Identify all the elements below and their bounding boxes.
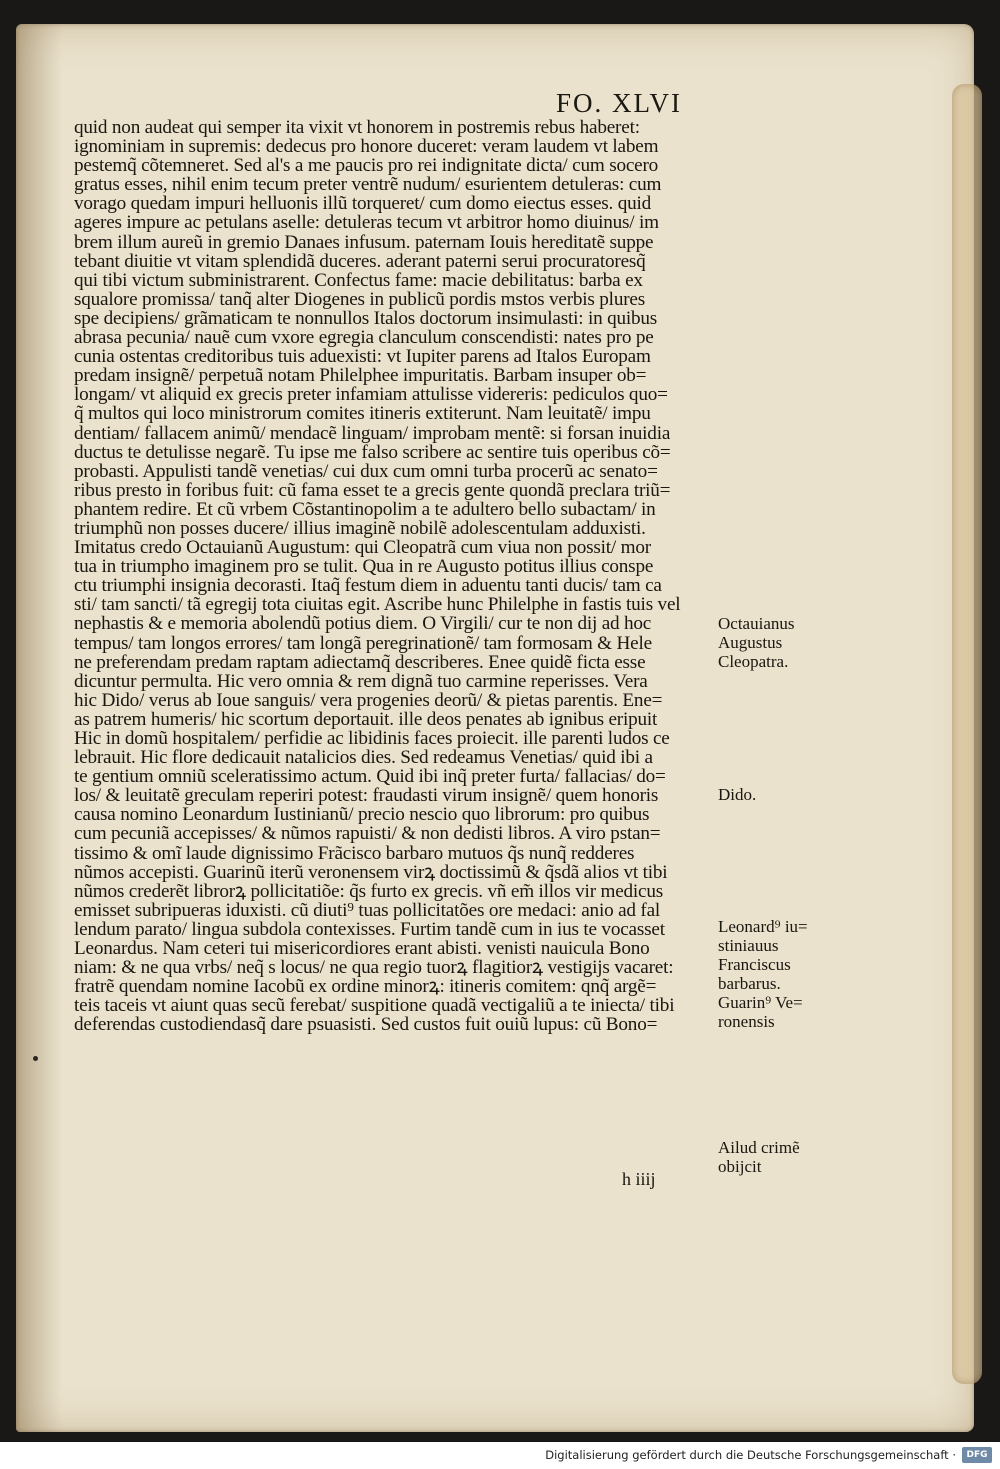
margin-note-line: Ailud crimẽ <box>718 1138 800 1157</box>
text-line: fratrẽ quendam nomine Iacobũ ex ordine minorꝝ: itineris comitem: qnq̃ argẽ= <box>74 977 657 997</box>
text-line: as patrem humeris/ hic scortum deportauit. ille deos penates ab ignibus eripuit <box>74 709 658 729</box>
text-line: Leonardus. Nam ceteri tui misericordiores erant abisti. venisti nauicula Bono <box>74 939 650 959</box>
margin-note-dido <box>718 785 828 804</box>
text-line: ne preferendam predam raptam adiectamq̃ describeres. Enee quidẽ ficta esse <box>74 652 646 672</box>
footer-bar <box>0 1442 1000 1469</box>
text-line: spe decipiens/ grãmaticam te nonnullos Italos doctorum insimulasti: in quibus <box>74 308 658 329</box>
text-line: abrasa pecunia/ nauẽ cum vxore egregia clanculum conscendisti: nates pro pe <box>74 328 654 348</box>
margin-note-line: barbarus. <box>718 974 781 993</box>
text-line: squalore promissa/ tanq̃ alter Diogenes in publicũ pordis mstos verbis plures <box>74 289 645 309</box>
text-line: Imitatus credo Octauianũ Augustum: qui Cleopatrã cum viua non possit/ mor <box>74 538 651 558</box>
text-line: lebrauit. Hic flore dedicauit natalicios dies. Sed redeamus Venetias/ quid ibi a <box>74 748 653 768</box>
text-line: nephastis & e memoria abolendũ potius diem. O Virgili/ cur te non dij ad hoc <box>74 614 652 634</box>
margin-note-line: Franciscus <box>718 955 791 974</box>
text-line: sti/ tam sancti/ tã egregij tota ciuitas egit. Ascribe hunc Philelphe in fastis tuis vel <box>74 595 681 615</box>
text-line: q̃ multos qui loco ministrorum comites itineris extiterunt. Nam leuitatẽ/ impu <box>74 404 651 424</box>
text-line: cum pecuniã accepisses/ & nũmos rapuisti/ & non dedisti libros. A viro pstan= <box>74 824 661 844</box>
text-line: ribus presto in foribus fuit: cũ fama esset te a grecis gente quondã preclara triũ= <box>74 480 671 500</box>
text-line: phantem redire. Et cũ vrbem Cõstantinopolim a te adultero bello subactam/ in <box>74 499 656 519</box>
text-line: Hic in domũ hospitalem/ perfidie ac libidinis faces proiecit. ille parenti ludos ce <box>74 729 670 749</box>
margin-note-line: obijcit <box>718 1157 762 1176</box>
text-line: longam/ vt aliquid ex grecis preter infamiam attulisse videreris: pediculos quo= <box>74 385 668 405</box>
body-text <box>74 118 714 1035</box>
catchword: h iiij <box>622 1169 656 1189</box>
text-line: predam insignẽ/ perpetuã notam Philelphee impuritatis. Barbam insuper ob= <box>74 366 647 386</box>
text-line: probasti. Appulisti tandẽ venetias/ cui dux cum omni turba procerũ ac senato= <box>74 461 658 481</box>
text-line: tua in triumpho imaginem pro se tulit. Qua in re Augusto potitus illius conspe <box>74 557 654 577</box>
text-line: dentiam/ fallacem animũ/ mendacẽ linguam/ improbam mentẽ: si forsan inuidia <box>74 423 671 443</box>
margin-note-line: ronensis <box>718 1012 775 1031</box>
text-line: triumphũ non posses ducere/ illius imaginẽ nobilẽ adolescentulam adduxisti. <box>74 518 646 539</box>
text-line: teis taceis vt aiunt quas secũ ferebat/ suspitione quadã vectigaliũ a te iniecta/ tibi <box>74 996 675 1016</box>
text-line: niam: & ne qua vrbs/ neq̃ s locus/ ne qua regio tuorꝝ flagitiorꝝ vestigijs vacaret: <box>74 958 674 978</box>
margin-note-line: Guarin⁹ Ve= <box>718 993 803 1012</box>
text-line: lendum parato/ lingua subdola contexisses. Furtim tandẽ cum in ius te vocasset <box>74 919 665 940</box>
text-line: tempus/ tam longos errores/ tam longã peregrinationẽ/ tam formosam & Hele <box>74 633 652 653</box>
text-line: cunia ostentas creditoribus tuis aduexisti: vt Iupiter parens ad Italos Europam <box>74 347 651 367</box>
text-line: tissimo & omĩ laude dignissimo Frãcisco barbaro mutuos q̃s nunq̃ redderes <box>74 843 635 863</box>
folio-number: FO. XLVI <box>556 88 683 118</box>
text-line: ageres impure ac petulans aselle: detuleras tecum vt arbitror homo diuinus/ im <box>74 213 659 233</box>
text-line: hic Dido/ verus ab Ioue sanguis/ vera progenies deorũ/ & pietas parentis. Ene= <box>74 690 663 710</box>
text-line: pestemq̃ cõtemneret. Sed al's a me paucis pro rei indignitate dicta/ cum socero <box>74 156 659 176</box>
text-line: emisset subripueras iduxisti. cũ diuti⁹ tuas pollicitatões ore medaci: anio ad fal <box>74 900 661 920</box>
text-line: nũmos accepisti. Guarinũ iterũ veronensem virꝝ doctissimũ & q̃sdã alios vt tibi <box>74 862 668 882</box>
text-line: ctu triumphi insignia decorasti. Itaq̃ festum diem in aduentu tanti ducis/ tam ca <box>74 576 662 596</box>
text-line: dicuntur permulta. Hic vero omnia & rem dignã tuo carmine reperisses. Vera <box>74 671 648 691</box>
margin-note-line: stiniauus <box>718 936 779 955</box>
text-line: ductus te detulisse negarẽ. Tu ipse me falso scribere ac sentire tuis operibus cõ= <box>74 442 671 462</box>
margin-note-line: Cleopatra. <box>718 652 789 671</box>
text-line: te gentium omniũ sceleratissimo actum. Quid ibi inq̃ preter furta/ fallacias/ do= <box>74 767 666 787</box>
text-line: gratus esses, nihil enim tecum preter ventrẽ nudum/ esurientem detuleras: cum <box>74 175 662 195</box>
margin-note-line: Octauianus <box>718 614 795 633</box>
margin-note-octauianus <box>718 614 828 671</box>
ink-mark <box>33 1056 38 1061</box>
text-line: quid non audeat qui semper ita vixit vt honorem in postremis rebus haberet: <box>74 118 640 138</box>
text-line: tebant diuitie vt vitam splendidã duceres. aderant paterni serui procuratoresq̃ <box>74 251 646 271</box>
text-line: causa nomino Leonardum Iustinianũ/ precio nescio quo librorum: pro quibus <box>74 805 650 825</box>
dfg-logo: DFG <box>962 1447 992 1463</box>
text-line: los/ & leuitatẽ greculam reperiri potest: fraudasti virum insignẽ/ quem honoris <box>74 786 659 806</box>
margin-note-leonardus <box>718 917 828 1031</box>
text-line: ignominiam in supremis: dedecus pro honore duceret: veram laudem vt labem <box>74 137 659 157</box>
text-line: qui tibi victum subministrarent. Confectus fame: macie debilitatus: barba ex <box>74 270 643 290</box>
margin-note-line: Leonard⁹ iu= <box>718 917 808 936</box>
margin-note-crimen <box>718 1138 828 1176</box>
funding-credit: Digitalisierung gefördert durch die Deutsche Forschungsgemeinschaft · <box>545 1448 956 1462</box>
margin-note-line: Dido. <box>718 785 757 804</box>
text-line: nũmos crederẽt librorꝝ pollicitatiõe: q̃s furto ex grecis. vñ em̃ illos vir medicus <box>74 881 664 901</box>
text-line: deferendas custodiendasq̃ dare psuasisti. Sed custos fuit ouiũ lupus: cũ Bono= <box>74 1015 658 1035</box>
text-line: brem illum aureũ in gremio Danaes infusum. paternam Iouis hereditatẽ suppe <box>74 232 654 252</box>
text-line: vorago quedam impuri helluonis illũ torqueret/ cum domo eiectus esses. quid <box>74 194 652 214</box>
margin-note-line: Augustus <box>718 633 783 652</box>
